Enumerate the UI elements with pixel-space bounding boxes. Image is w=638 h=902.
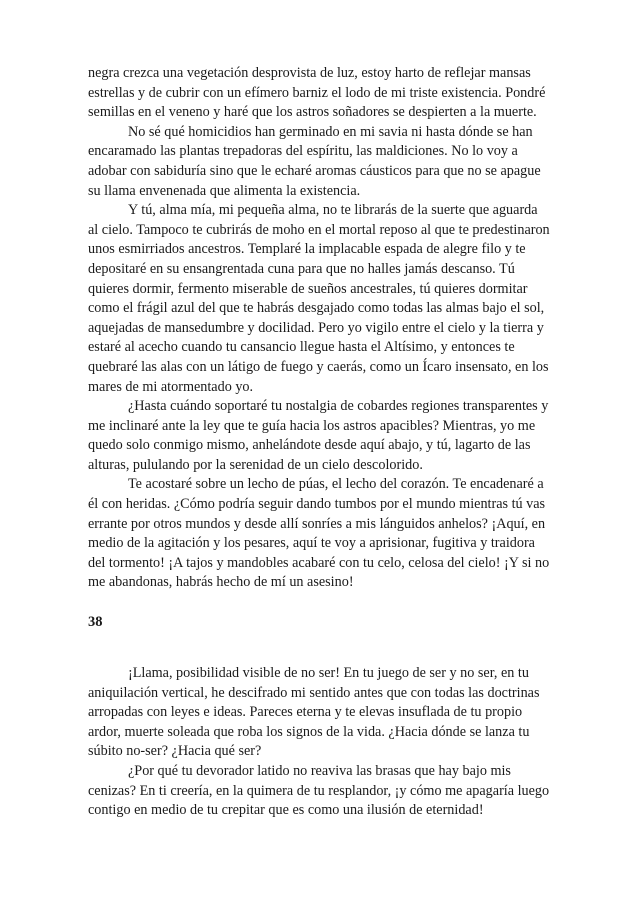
section-number: 38 (88, 614, 103, 630)
paragraph-1: negra crezca una vegetación desprovista de luz, estoy harto de reflejar mansas estrellas y de cubrir con un efímero barniz el lodo de mi triste existencia. Pondré semillas en el veneno y haré que los astros soñadores se despierten a la muerte. (88, 65, 546, 121)
previous-section-text (88, 64, 550, 593)
paragraph-4: ¿Hasta cuándo soportaré tu nostalgia de cobardes regiones transparentes y me inclinaré ante la ley que te guía hacia los astros apacibles? Mientras, yo me quedo solo conmigo mismo, anhelándote desde aquí abajo, y tú, lagarto de las alturas, pululando por la serenidad de un cielo descolorido. (88, 398, 549, 473)
paragraph-3: Y tú, alma mía, mi pequeña alma, no te librarás de la suerte que aguarda al cielo. Tampoco te cubrirás de moho en el mortal reposo al que te predestinaron unos esmirriados ancestros. Templaré la implacable espada de alegre filo y te depositaré en su ensangrentada cuna para que no halles jamás descanso. Tú quieres dormir, fermento miserable de sueños ancestrales, tú quieres dormitar como el frágil azul del que te habrás desgajado como todas las almas bajo el sol, aquejadas de mansedumbre y docilidad. Pero yo vigilo entre el cielo y la tierra y estaré al acecho cuando tu cansancio llegue hasta el Altísimo, y entonces te quebraré las alas con un látigo de fuego y caerás, como un Ícaro insensato, en los mares de mi atormentado yo. (88, 202, 550, 395)
paragraph-2: No sé qué homicidios han germinado en mi savia ni hasta dónde se han encaramado las plantas trepadoras del espíritu, las maldiciones. No lo voy a adobar con sabiduría sino que le echaré aromas cáusticos para que no se apague su llama envenenada que alimenta la existencia. (88, 123, 541, 199)
paragraph-6: ¡Llama, posibilidad visible de no ser! En tu juego de ser y no ser, en tu aniquilación vertical, he descifrado mi sentido antes que con todas las doctrinas arropadas con leyes e ideas. Pareces eterna y te elevas insuflada de tu propio ardor, muerte soleada que roba los signos de la vida. ¿Hacia dónde se lanza tu súbito no-ser? ¿Hacia qué ser? (88, 665, 540, 760)
paragraph-5: Te acostaré sobre un lecho de púas, el lecho del corazón. Te encadenaré a él con heridas. ¿Cómo podría seguir dando tumbos por el mundo mientras tú vas errante por otros mundos y desde allí sonríes a mis lánguidos anhelos? ¡Aquí, en medio de la agitación y los pesares, aquí te voy a aprisionar, fugitiva y traidora del tormento! ¡A tajos y mandobles acabaré con tu celo, celosa del cielo! ¡Y si no me abandonas, habrás hecho de mí un asesino! (88, 476, 550, 591)
next-section-text (88, 664, 550, 821)
paragraph-7: ¿Por qué tu devorador latido no reaviva las brasas que hay bajo mis cenizas? En ti creería, en la quimera de tu resplandor, ¡y cómo me apagaría luego contigo en medio de tu crepitar que es como una ilusión de eternidad! (88, 762, 550, 819)
